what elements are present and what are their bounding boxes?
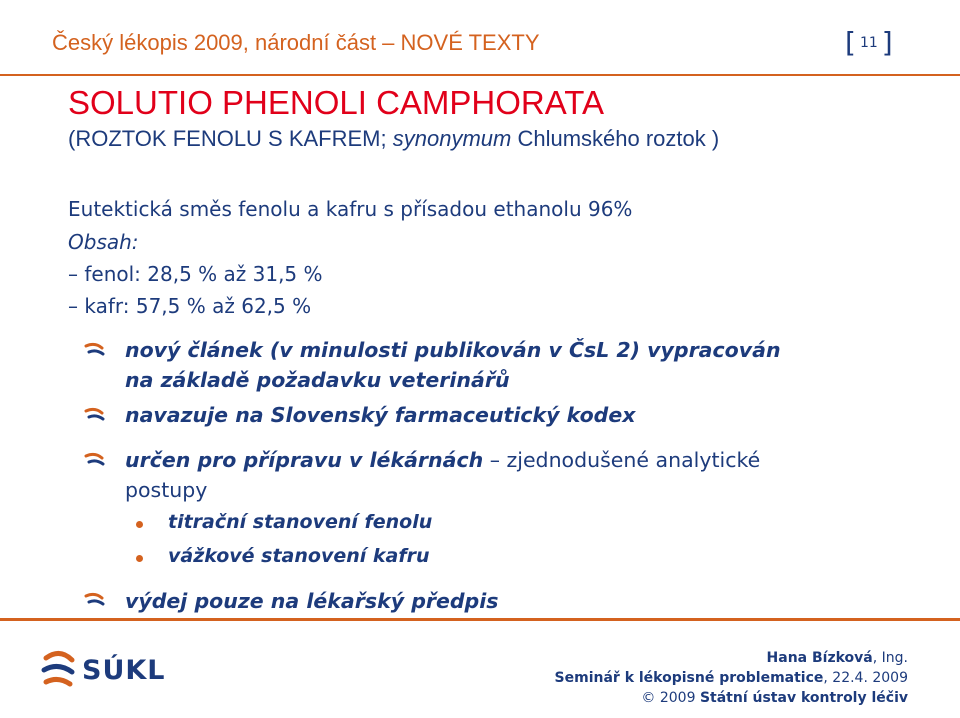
swirl-bullet-icon xyxy=(84,452,106,468)
seminar-name: Seminář k lékopisné problematice xyxy=(554,670,824,686)
bullet-slovak-codex: navazuje na Slovenský farmaceutický kodex xyxy=(125,403,636,427)
page-number-value: 11 xyxy=(859,34,878,51)
bullet-prescription: výdej pouze na lékařský předpis xyxy=(125,589,499,613)
header-divider xyxy=(0,74,960,76)
page-bracket-close: ] xyxy=(881,26,893,59)
slide-title: SOLUTIO PHENOLI CAMPHORATA xyxy=(68,84,605,121)
bullet-line: na základě požadavku veterinářů xyxy=(125,368,510,392)
footer-seminar xyxy=(555,668,908,688)
footer-copyright xyxy=(555,688,908,708)
subtitle-italic: synonymum xyxy=(392,126,512,151)
bullet-bold-text: určen pro přípravu v lékárnách xyxy=(125,448,484,472)
bullet-line xyxy=(125,445,905,475)
content-label: Obsah: xyxy=(68,230,139,254)
swirl-bullet-icon xyxy=(84,592,106,608)
institution-name: Státní ústav kontroly léčiv xyxy=(699,690,908,706)
subtitle-part-1: (ROZTOK FENOLU S KAFREM; xyxy=(68,126,393,151)
page-bracket-open: [ xyxy=(845,26,856,59)
page-number xyxy=(845,26,893,59)
bullet-line: nový článek (v minulosti publikován v ČsL 2) vypracován xyxy=(125,338,781,362)
footer-credits xyxy=(555,648,908,708)
footer-author xyxy=(555,648,908,668)
sub-bullet-gravimetric: vážkové stanovení kafru xyxy=(168,545,430,567)
swirl-bullet-icon xyxy=(84,342,106,358)
seminar-date: , 22.4. 2009 xyxy=(823,670,908,686)
content-item-phenol: – fenol: 28,5 % až 31,5 % xyxy=(68,262,323,286)
bullet-plain-text: – zjednodušené analytické xyxy=(483,448,761,472)
description-line: Eutektická směs fenolu a kafru s přísadou ethanolu 96% xyxy=(68,197,633,221)
content-item-camphor: – kafr: 57,5 % až 62,5 % xyxy=(68,294,312,318)
subtitle-part-2: Chlumského roztok ) xyxy=(511,126,720,151)
header-title: Český lékopis 2009, národní část – NOVÉ TEXTY xyxy=(52,30,540,55)
sub-bullet-titration: titrační stanovení fenolu xyxy=(168,511,433,533)
slide-subtitle xyxy=(68,126,719,152)
bullet-new-article xyxy=(125,335,905,395)
swirl-bullet-icon xyxy=(84,407,106,423)
bullet-line: postupy xyxy=(125,478,208,502)
dot-bullet-icon xyxy=(136,555,143,562)
copyright-year: © 2009 xyxy=(641,690,700,706)
dot-bullet-icon xyxy=(136,521,143,528)
footer-divider xyxy=(0,618,960,621)
sukl-logo-text: SÚKL xyxy=(82,655,166,686)
bullet-pharmacy-use xyxy=(125,445,905,505)
author-name: Hana Bízková xyxy=(766,650,873,666)
author-title: , Ing. xyxy=(872,650,908,666)
